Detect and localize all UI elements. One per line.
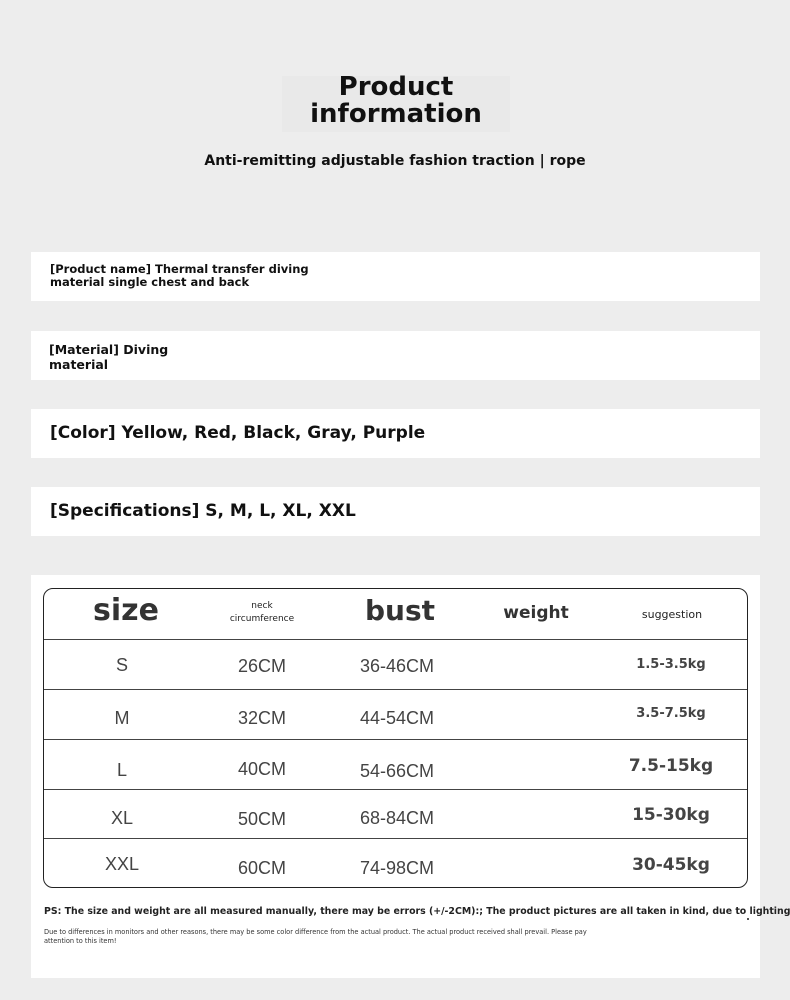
cell-bust: 36-46CM [359, 656, 435, 676]
product-name-line-2: material single chest and back [50, 275, 250, 289]
cell-size: S [115, 655, 128, 675]
header-size: size [93, 593, 159, 628]
header-suggestion: suggestion [641, 608, 703, 621]
cell-weight: 3.5-7.5kg [636, 706, 706, 721]
header-bust: bust [364, 594, 436, 627]
cell-size: M [114, 708, 130, 728]
specifications-text: [Specifications] S, M, L, XL, XXL [50, 501, 356, 521]
cell-size: XXL [104, 854, 140, 874]
color-text: [Color] Yellow, Red, Black, Gray, Purple [50, 423, 426, 443]
material-line-1: [Material] Diving [49, 342, 169, 357]
cell-weight: 15-30kg [632, 805, 710, 825]
color-box [31, 409, 760, 458]
specifications-box [31, 487, 760, 536]
cell-bust: 68-84CM [359, 808, 435, 828]
header-neck [212, 600, 312, 626]
table-row [44, 790, 747, 839]
size-table [43, 588, 748, 888]
title-line-2: information [310, 99, 482, 129]
cell-bust: 54-66CM [359, 761, 435, 781]
cell-neck: 50CM [237, 809, 286, 829]
table-header-row [44, 589, 747, 640]
cell-neck: 60CM [237, 858, 286, 878]
table-row [44, 690, 747, 740]
cell-size: XL [110, 808, 134, 828]
material-line-2: material [49, 357, 109, 372]
page-subtitle: Anti-remitting adjustable fashion traction | rope [204, 153, 586, 169]
table-row [44, 640, 747, 690]
product-name-line-1: [Product name] Thermal transfer diving [50, 262, 309, 276]
product-name-text [50, 263, 309, 289]
disclaimer-note: Due to differences in monitors and other reasons, there may be some color difference from the actual product. The actual product received shall prevail. Please pay attention to this item! [44, 928, 587, 945]
product-name-box [31, 252, 760, 301]
cell-bust: 74-98CM [359, 858, 435, 878]
cell-bust: 44-54CM [359, 708, 435, 728]
table-row [44, 740, 747, 790]
cell-size: L [116, 760, 127, 780]
title-line-1: Product [338, 72, 454, 102]
cell-neck: 32CM [237, 708, 286, 728]
cell-neck: 26CM [237, 656, 286, 676]
cell-weight: 30-45kg [632, 855, 710, 875]
header-neck-line-2: circumference [229, 614, 295, 624]
header-neck-line-1: neck [251, 601, 273, 611]
material-text [49, 342, 168, 372]
table-row [44, 839, 747, 887]
cell-neck: 40CM [237, 759, 286, 779]
header-weight: weight [503, 603, 569, 623]
page-title [282, 74, 510, 128]
size-table-panel [31, 575, 790, 978]
ps-note: PS: The size and weight are all measured manually, there may be errors (+/-2CM):; The product pictures are all taken in kind, due to lighting [44, 906, 790, 917]
cell-weight: 7.5-15kg [628, 756, 714, 776]
cell-weight: 1.5-3.5kg [636, 657, 706, 672]
material-box [31, 331, 760, 380]
decorative-dot [747, 918, 749, 920]
